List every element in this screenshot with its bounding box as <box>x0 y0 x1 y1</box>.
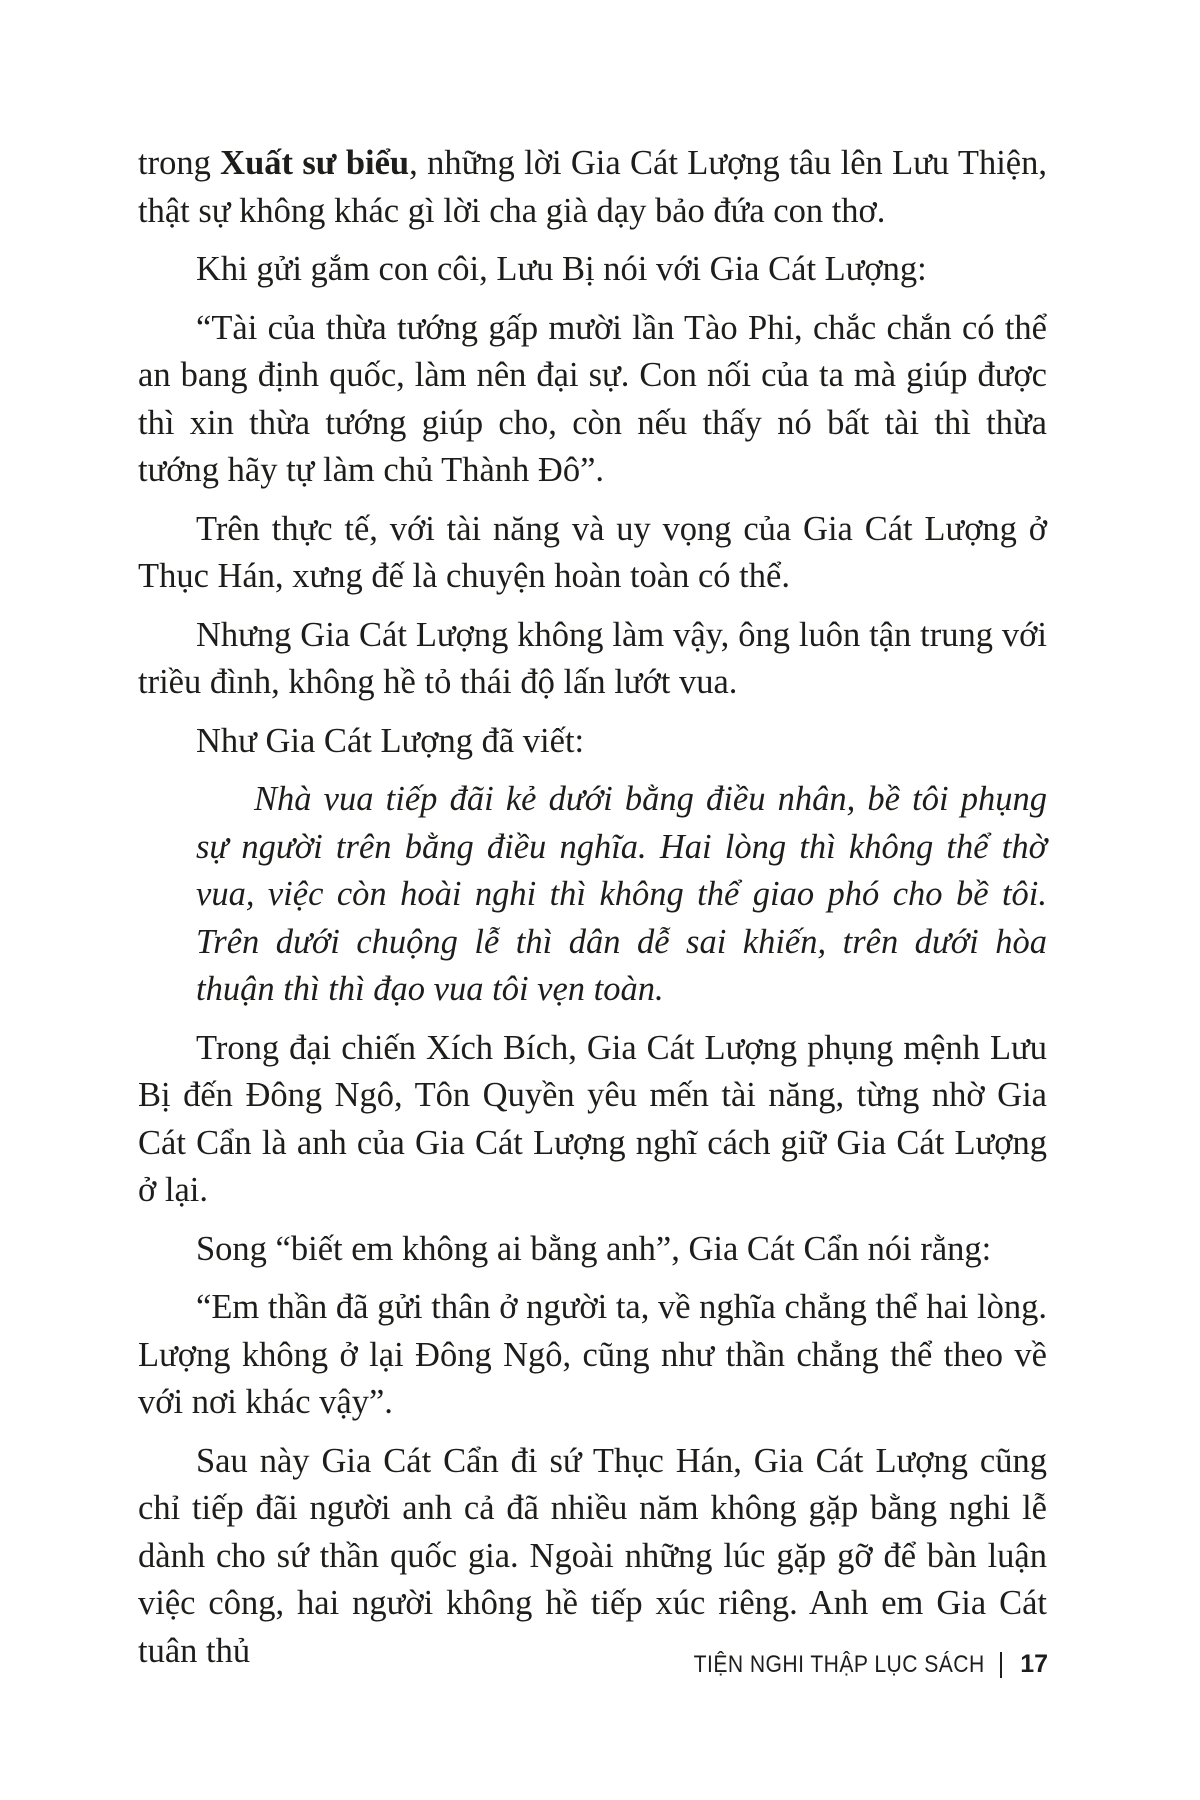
paragraph-9: Song “biết em không ai bằng anh”, Gia Cát Cẩn nói rằng: <box>196 1229 992 1268</box>
paragraph-1-rest: , những lời Gia Cát Lượng tâu lên Lưu Thiện, thật sự không khác gì lời cha già dạy bảo đứa con thơ. <box>138 144 1047 230</box>
paragraph-4: Trên thực tế, với tài năng và uy vọng của Gia Cát Lượng ở Thục Hán, xưng đế là chuyện hoàn toàn có thể. <box>138 509 1047 595</box>
paragraph-3-quote: “Tài của thừa tướng gấp mười lần Tào Phi, chắc chắn có thể an bang định quốc, làm nên đại sự. Con nối của ta mà giúp được thì xin thừa tướng giúp cho, còn nếu thấy nó bất tài thì thừa tướng hãy tự làm chủ Thành Đô”. <box>138 308 1047 489</box>
paragraph-2: Khi gửi gắm con côi, Lưu Bị nói với Gia Cát Lượng: <box>196 250 927 288</box>
paragraph-1 <box>138 140 1047 235</box>
running-title: TIỆN NGHI THẬP LỤC SÁCH <box>693 1650 985 1678</box>
block-quote-italic: Nhà vua tiếp đãi kẻ dưới bằng điều nhân, bề tôi phụng sự người trên bằng điều nghĩa. Hai lòng thì không thể thờ vua, việc còn hoài nghi thì không thể giao phó cho bề tôi. Trên dưới chuộng lễ thì dân dễ sai khiến, trên dưới hòa thuận thì thì đạo vua tôi vẹn toàn. <box>196 780 1047 1008</box>
page-footer <box>600 1650 1048 1679</box>
paragraph-6: Như Gia Cát Lượng đã viết: <box>196 721 585 760</box>
paragraph-11: Sau này Gia Cát Cẩn đi sứ Thục Hán, Gia Cát Lượng cũng chỉ tiếp đãi người anh cả đã nhiều năm không gặp bằng nghi lễ dành cho sứ thần quốc gia. Ngoài những lúc gặp gỡ để bàn luận việc công, hai người không hề tiếp xúc riêng. Anh em Gia Cát tuân thủ <box>138 1441 1047 1670</box>
paragraph-8: Trong đại chiến Xích Bích, Gia Cát Lượng phụng mệnh Lưu Bị đến Đông Ngô, Tôn Quyền yêu mến tài năng, từng nhờ Gia Cát Cẩn là anh của Gia Cát Lượng nghĩ cách giữ Gia Cát Lượng ở lại. <box>138 1028 1047 1209</box>
paragraph-1-lead: trong <box>138 144 221 182</box>
footer-separator <box>1000 1652 1002 1678</box>
body-text <box>138 140 1047 1686</box>
title-xuat-su-bieu: Xuất sư biểu <box>220 144 410 182</box>
paragraph-5: Nhưng Gia Cát Lượng không làm vậy, ông luôn tận trung với triều đình, không hề tỏ thái độ lấn lướt vua. <box>138 615 1047 701</box>
page-number: 17 <box>1020 1650 1048 1678</box>
paragraph-10-quote: “Em thần đã gửi thân ở người ta, về nghĩa chẳng thể hai lòng. Lượng không ở lại Đông Ngô, cũng như thần chẳng thể theo về với nơi khác vậy”. <box>138 1288 1047 1421</box>
